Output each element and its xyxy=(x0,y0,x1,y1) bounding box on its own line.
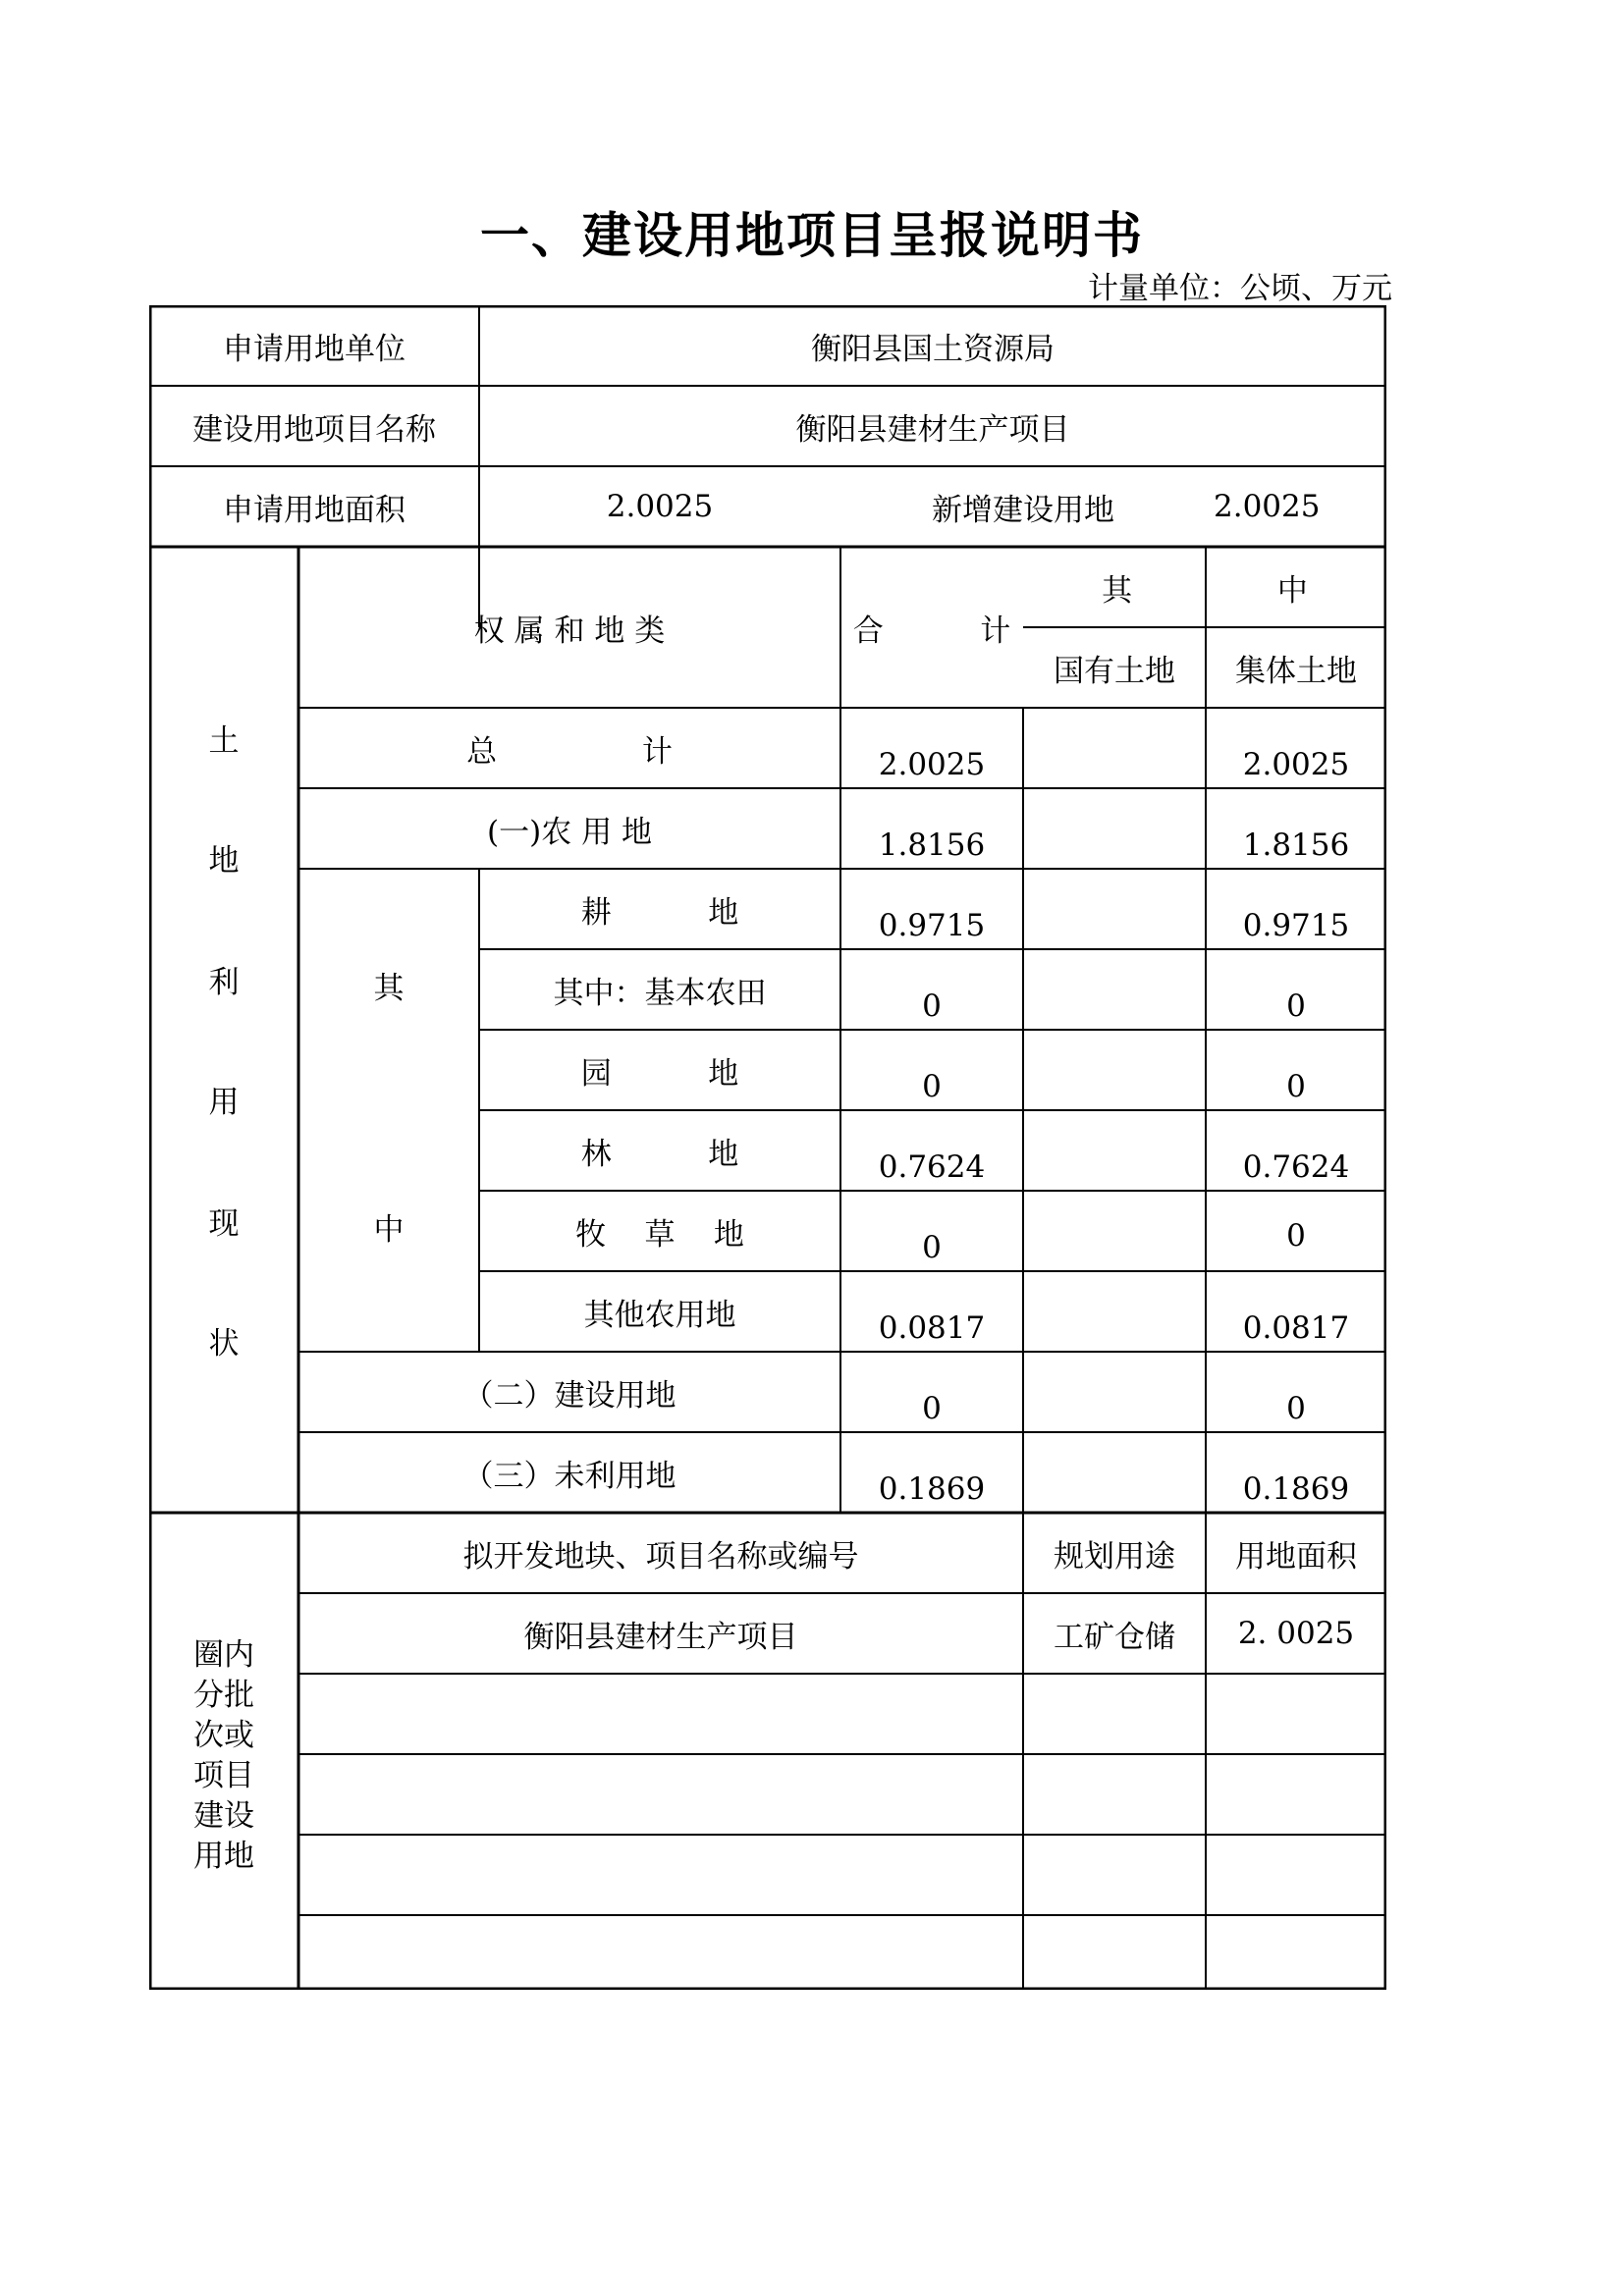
among-header: 其 中 xyxy=(1102,572,1308,609)
total-header: 合 计 xyxy=(852,613,1011,649)
side-char: 状 xyxy=(208,1326,240,1362)
land-row-total: 0 xyxy=(922,1391,942,1426)
land-row-collective: 0 xyxy=(1286,1069,1306,1104)
project-name-value: 衡阳县建材生产项目 xyxy=(795,411,1070,448)
batch-row-name xyxy=(298,1674,1023,1754)
document-title: 一、建设用地项目呈报说明书 xyxy=(480,207,1144,264)
batch-row-name: 衡阳县建材生产项目 xyxy=(523,1619,798,1655)
land-row-state xyxy=(1023,1110,1206,1191)
batch-row-area xyxy=(1206,1835,1386,1915)
project-name-label: 建设用地项目名称 xyxy=(192,411,436,448)
applicant-value: 衡阳县国土资源局 xyxy=(811,331,1055,367)
land-row-total: 0.7624 xyxy=(878,1149,986,1185)
batch-row-name xyxy=(298,1754,1023,1835)
applicant-label: 申请用地单位 xyxy=(223,331,406,367)
land-row-label: 其中：基本农田 xyxy=(553,975,767,1011)
land-row-state xyxy=(1023,788,1206,869)
land-row-collective: 0 xyxy=(1286,1218,1306,1254)
land-row-collective: 0 xyxy=(1286,1391,1306,1426)
land-row-total: 0 xyxy=(922,988,942,1024)
batch-row-area xyxy=(1206,1915,1386,1990)
land-row-label: (一)农 用 地 xyxy=(487,814,652,850)
batch-side-label: 圈内 分批 次或 项目 建设 用地 xyxy=(193,1637,254,1874)
land-row-state xyxy=(1023,1030,1206,1110)
land-row-total: 1.8156 xyxy=(878,828,986,863)
new-construction-value: 2.0025 xyxy=(1214,489,1321,524)
side-char: 现 xyxy=(208,1206,240,1242)
batch-row-name xyxy=(298,1915,1023,1990)
batch-row-area: 2. 0025 xyxy=(1237,1616,1355,1651)
batch-row-use xyxy=(1023,1835,1206,1915)
batch-row-use xyxy=(1023,1915,1206,1990)
batch-row-name xyxy=(298,1835,1023,1915)
category-header: 权 属 和 地 类 xyxy=(473,613,666,649)
land-row-collective: 0.9715 xyxy=(1242,908,1350,943)
land-row-state xyxy=(1023,949,1206,1030)
land-row-collective: 0.1869 xyxy=(1242,1471,1350,1507)
report-table xyxy=(149,305,1386,1990)
side-char: 地 xyxy=(208,843,240,879)
land-row-state xyxy=(1023,1432,1206,1513)
collective-land-header: 集体土地 xyxy=(1235,653,1357,689)
land-row-total: 2.0025 xyxy=(878,747,986,782)
batch-row-use xyxy=(1023,1674,1206,1754)
land-row-total: 0 xyxy=(922,1069,942,1104)
land-row-label: 总 计 xyxy=(466,733,673,770)
side-char: 利 xyxy=(208,965,240,1000)
land-row-collective: 0.0817 xyxy=(1242,1310,1350,1346)
state-land-header: 国有土地 xyxy=(1054,653,1175,689)
land-row-total: 0.1869 xyxy=(878,1471,986,1507)
land-row-collective: 0 xyxy=(1286,988,1306,1024)
side-char: 用 xyxy=(208,1085,240,1120)
land-row-label: 林 地 xyxy=(580,1136,739,1172)
land-row-state xyxy=(1023,1191,1206,1271)
land-row-total: 0.0817 xyxy=(878,1310,986,1346)
batch-row-area xyxy=(1206,1674,1386,1754)
land-row-state xyxy=(1023,869,1206,949)
batch-area-header: 用地面积 xyxy=(1235,1538,1357,1575)
land-row-collective: 0.7624 xyxy=(1242,1149,1350,1185)
inner-side-char: 其 xyxy=(373,971,405,1006)
area-value: 2.0025 xyxy=(606,489,714,524)
land-row-label: （三）未利用地 xyxy=(462,1458,677,1494)
land-row-collective: 1.8156 xyxy=(1242,828,1350,863)
batch-row-use xyxy=(1023,1754,1206,1835)
new-construction-label: 新增建设用地 xyxy=(932,492,1114,528)
land-row-label: 园 地 xyxy=(580,1055,739,1092)
land-row-label: （二）建设用地 xyxy=(462,1377,677,1414)
land-row-collective: 2.0025 xyxy=(1242,747,1350,782)
batch-use-header: 规划用途 xyxy=(1054,1538,1175,1575)
batch-name-header: 拟开发地块、项目名称或编号 xyxy=(462,1538,859,1575)
land-row-total: 0 xyxy=(922,1230,942,1265)
land-row-label: 耕 地 xyxy=(580,894,739,931)
unit-note: 计量单位：公顷、万元 xyxy=(1088,271,1392,306)
inner-side-char: 中 xyxy=(373,1212,405,1248)
land-row-total: 0.9715 xyxy=(878,908,986,943)
land-row-label: 牧 草 地 xyxy=(575,1216,744,1253)
area-label: 申请用地面积 xyxy=(223,492,406,528)
side-char: 土 xyxy=(208,723,240,759)
batch-row-use: 工矿仓储 xyxy=(1054,1619,1175,1655)
land-row-label: 其他农用地 xyxy=(583,1297,736,1333)
land-row-state xyxy=(1023,708,1206,788)
land-row-state xyxy=(1023,1271,1206,1352)
batch-row-area xyxy=(1206,1754,1386,1835)
land-row-state xyxy=(1023,1352,1206,1432)
